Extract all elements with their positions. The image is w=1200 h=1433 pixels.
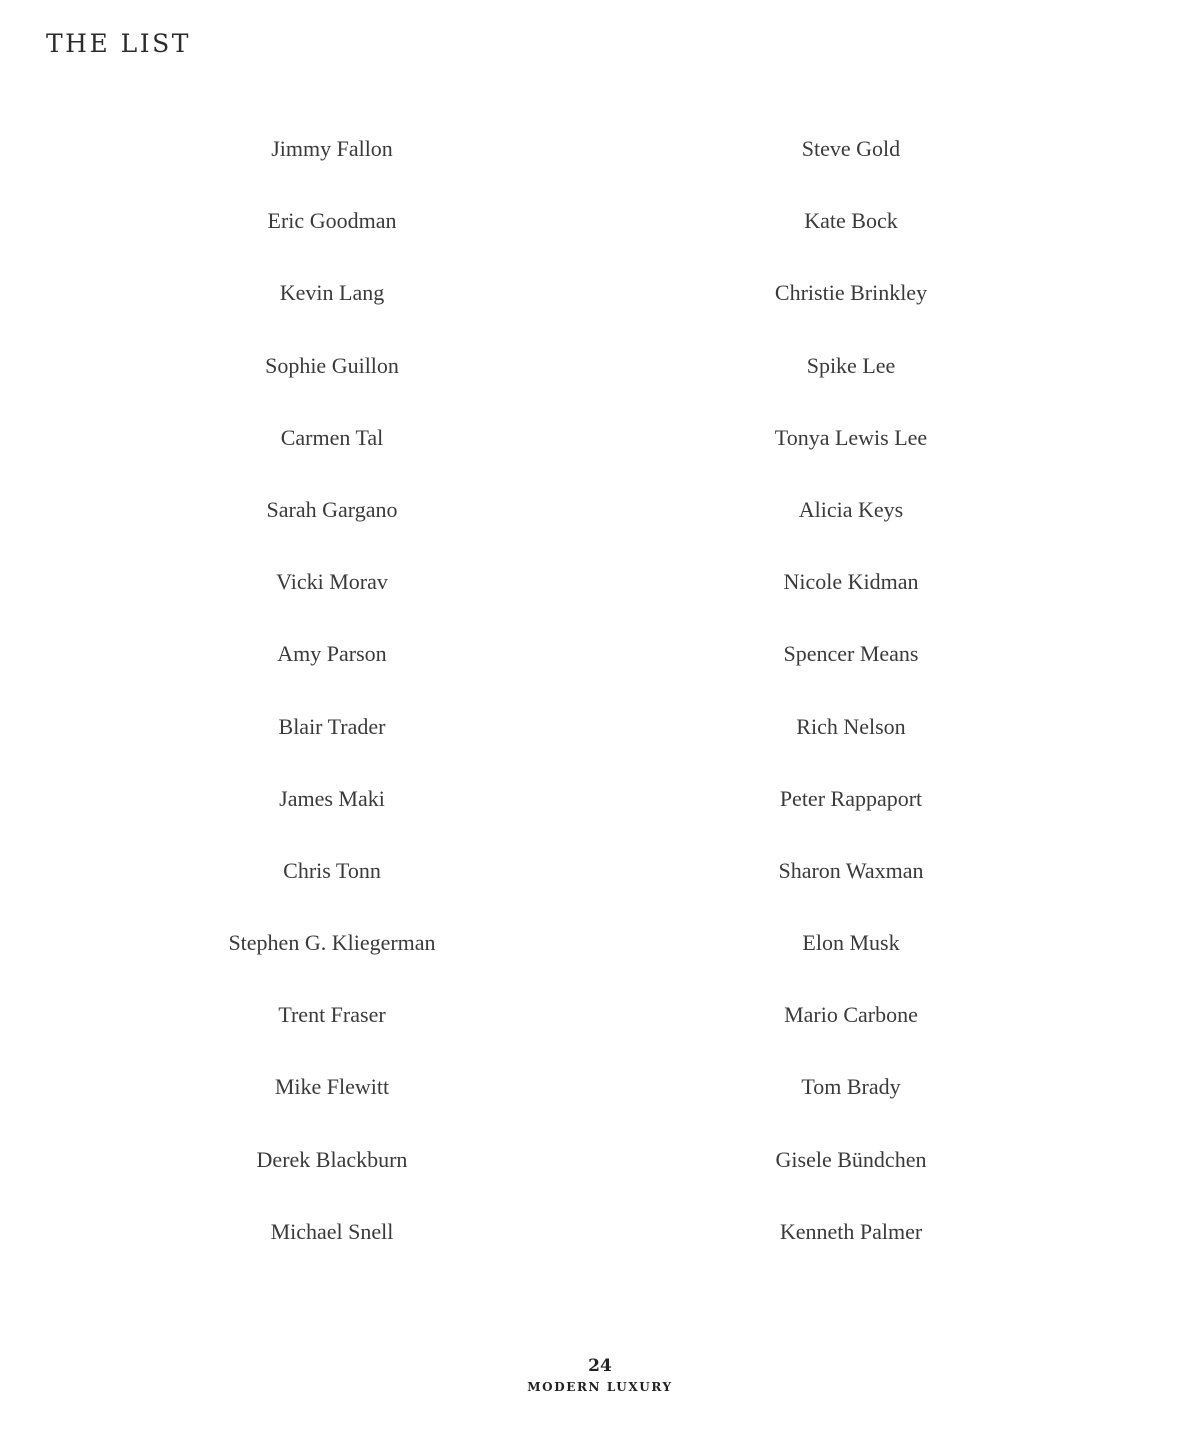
- list-item: Michael Snell: [270, 1218, 394, 1244]
- list-item: Gisele Bündchen: [775, 1146, 927, 1172]
- list-item: Kevin Lang: [279, 280, 385, 306]
- list-item: Tonya Lewis Lee: [774, 424, 928, 450]
- list-item: Chris Tonn: [283, 857, 381, 883]
- publication-name: MODERN LUXURY: [527, 1380, 673, 1394]
- list-item: Alicia Keys: [798, 496, 904, 522]
- list-item: Rich Nelson: [796, 713, 906, 739]
- page-title: THE LIST: [46, 29, 191, 58]
- list-item: James Maki: [279, 785, 385, 811]
- list-item: Nicole Kidman: [783, 569, 919, 595]
- list-item: Spencer Means: [783, 641, 919, 667]
- list-item: Tom Brady: [801, 1074, 901, 1100]
- list-item: Sarah Gargano: [266, 496, 398, 522]
- list-item: Kenneth Palmer: [779, 1218, 923, 1244]
- name-list-left-column: [132, 130, 532, 1285]
- list-item: Kate Bock: [804, 208, 898, 234]
- list-item: Peter Rappaport: [779, 785, 923, 811]
- list-item: Mike Flewitt: [274, 1074, 390, 1100]
- list-item: Amy Parson: [277, 641, 387, 667]
- list-item: Steve Gold: [801, 136, 901, 161]
- list-item: Stephen G. Kliegerman: [228, 930, 436, 956]
- list-item: Vicki Morav: [276, 569, 388, 595]
- list-item: Christie Brinkley: [774, 280, 928, 306]
- list-item: Carmen Tal: [280, 424, 384, 450]
- page-footer: [0, 1354, 1200, 1396]
- list-item: Eric Goodman: [267, 208, 397, 234]
- list-item: Spike Lee: [806, 352, 896, 378]
- list-item: Trent Fraser: [278, 1002, 386, 1028]
- list-item: Jimmy Fallon: [271, 136, 393, 161]
- list-item: Derek Blackburn: [256, 1146, 408, 1172]
- list-item: Mario Carbone: [784, 1002, 918, 1028]
- name-list-right-column: [651, 130, 1051, 1285]
- page-number: 24: [588, 1356, 612, 1376]
- list-item: Sophie Guillon: [265, 352, 399, 378]
- list-item: Sharon Waxman: [778, 857, 924, 883]
- list-item: Blair Trader: [278, 713, 386, 739]
- list-item: Elon Musk: [802, 930, 900, 956]
